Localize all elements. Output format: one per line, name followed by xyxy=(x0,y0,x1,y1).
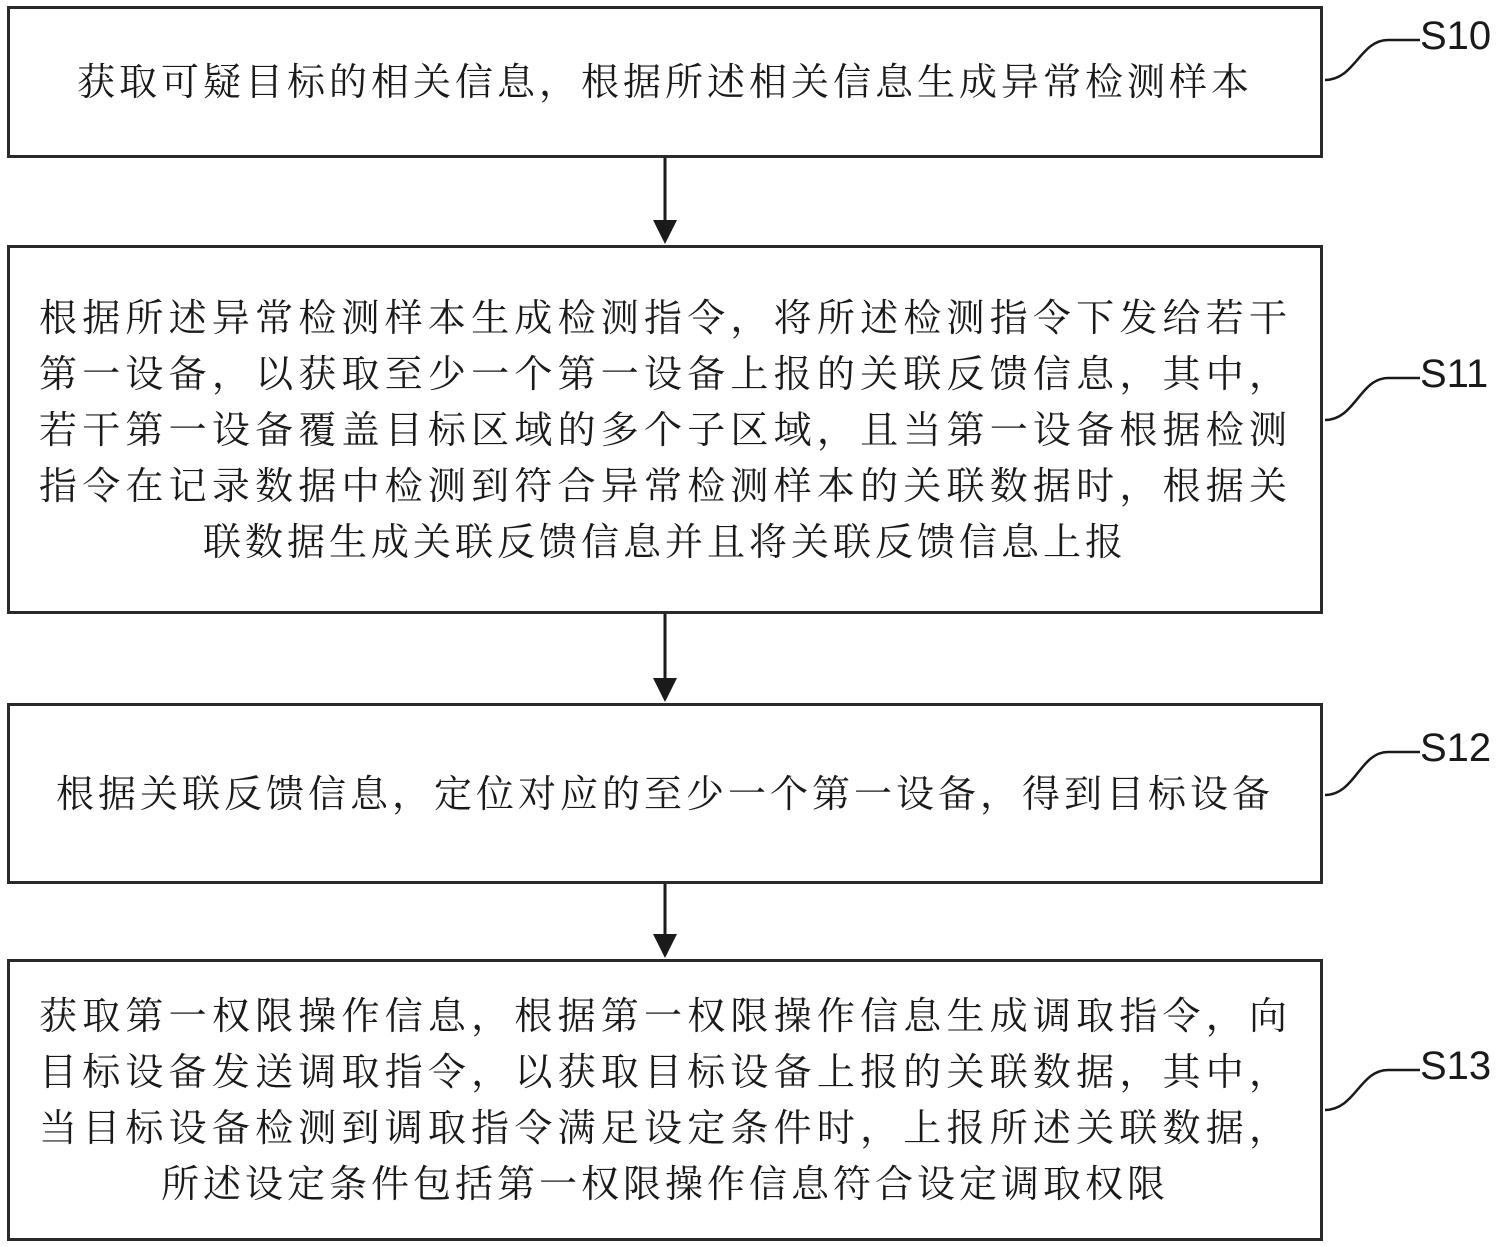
step-label-s13: S13 xyxy=(1420,1044,1492,1088)
step-text-s13: 获取第一权限操作信息，根据第一权限操作信息生成调取指令，向目标设备发送调取指令，以获取目标设备上报的关联数据，其中，当目标设备检测到调取指令满足设定条件时，上报所述关联数据，所述设定条件包括第一权限操作信息符合设定调取权限 xyxy=(39,994,1291,1206)
step-text-s10: 获取可疑目标的相关信息，根据所述相关信息生成异常检测样本 xyxy=(76,60,1253,104)
leader-line-s11 xyxy=(1325,378,1420,420)
leader-line-s13 xyxy=(1325,1070,1420,1110)
flow-arrow-s12-s13 xyxy=(653,884,677,958)
flow-arrow-s10-s11 xyxy=(653,158,677,244)
leader-line-s12 xyxy=(1325,752,1420,795)
step-box-s11 xyxy=(7,245,1323,614)
step-box-s10 xyxy=(7,6,1323,158)
step-label-s12: S12 xyxy=(1420,726,1492,770)
step-box-s12 xyxy=(7,703,1323,884)
step-text-s11: 根据所述异常检测样本生成检测指令，将所述检测指令下发给若干第一设备，以获取至少一个第一设备上报的关联反馈信息，其中，若干第一设备覆盖目标区域的多个子区域，且当第一设备根据检测指令在记录数据中检测到符合异常检测样本的关联数据时，根据关联数据生成关联反馈信息并且将关联反馈信息上报 xyxy=(39,295,1291,564)
leader-line-s10 xyxy=(1325,40,1420,80)
flow-arrow-s11-s12 xyxy=(653,614,677,702)
step-label-s11: S11 xyxy=(1420,352,1489,396)
step-text-s12: 根据关联反馈信息，定位对应的至少一个第一设备，得到目标设备 xyxy=(55,771,1274,816)
step-box-s13 xyxy=(7,959,1323,1241)
step-label-s10: S10 xyxy=(1420,14,1492,58)
